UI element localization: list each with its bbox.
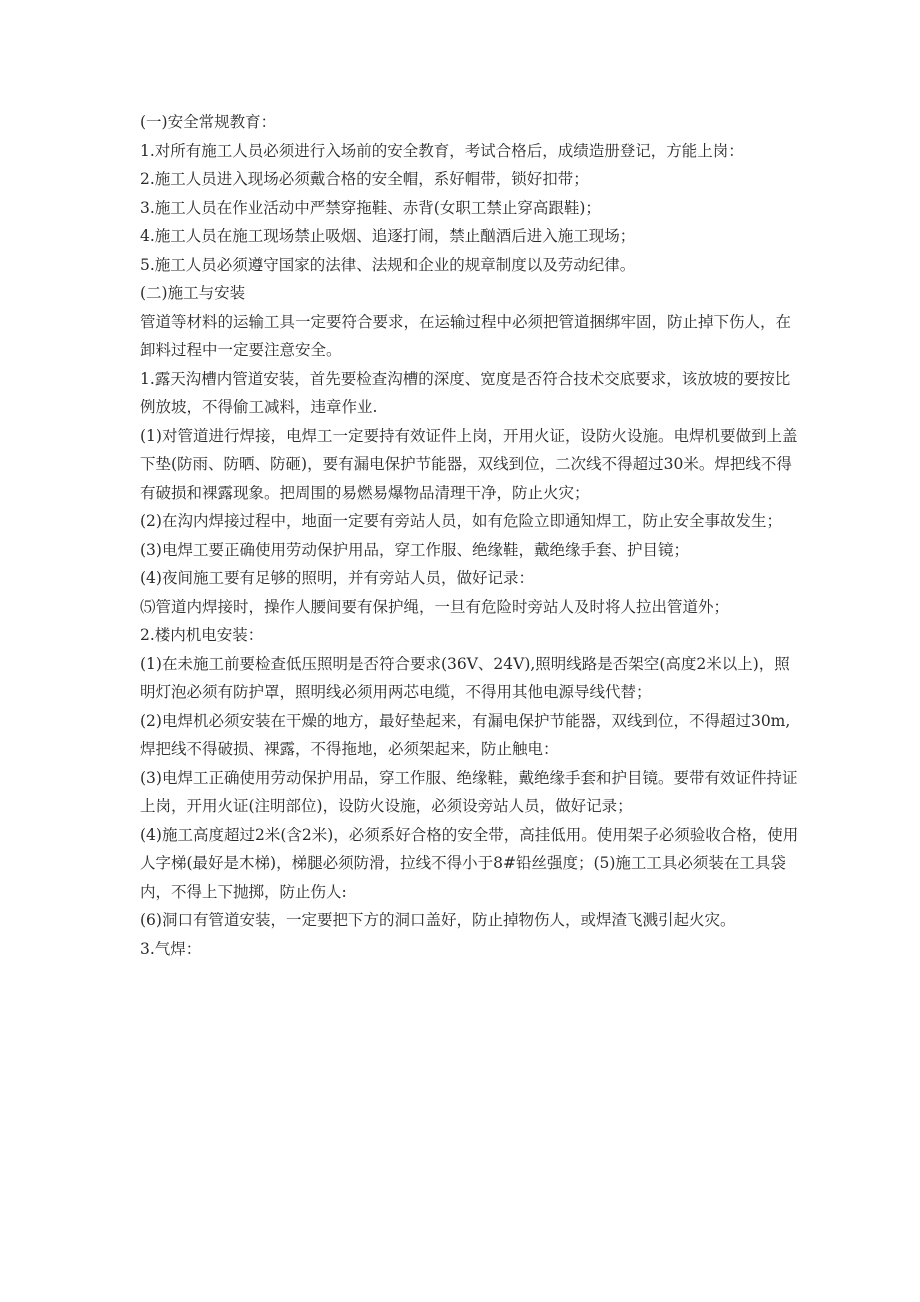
section-heading-general-education: (一)安全常规教育： xyxy=(140,113,277,131)
paragraph-indoor-4-5: (4)施工高度超过2米(含2米)，必须系好合格的安全带，高挂低用。使用架子必须验收合格，使用人字梯(最好是木梯)，梯腿必须防滑，拉线不得小于8#铅丝强度；(5)施工工具必须装在工具袋内，不得上下抛掷，防止伤人: xyxy=(140,825,799,901)
paragraph-gas-welding-heading: 3.气焊： xyxy=(140,939,202,958)
paragraph-item-5: 5.施工人员必须遵守国家的法律、法规和企业的规章制度以及劳动纪律。 xyxy=(140,255,636,274)
paragraph-indoor-2: (2)电焊机必须安装在干燥的地方，最好垫起来，有漏电保护节能器，双线到位，不得超过30m,焊把线不得破损、裸露，不得拖地，必须架起来，防止触电： xyxy=(140,711,791,758)
paragraph-welding-1: (1)对管道进行焊接，电焊工一定要持有效证件上岗，开用火证，设防火设施。电焊机要做到上盖下垫(防雨、防晒、防砸)，要有漏电保护节能器，双线到位，二次线不得超过30米。焊把线不得有破损和裸露现象。把周围的易燃易爆物品清理干净，防止火灾； xyxy=(140,426,798,502)
paragraph-welding-3: (3)电焊工要正确使用劳动保护用品，穿工作服、绝缘鞋，戴绝缘手套、护目镜； xyxy=(140,540,689,559)
paragraph-welding-4: (4)夜间施工要有足够的照明，并有旁站人员，做好记录： xyxy=(140,569,534,587)
paragraph-item-2: 2.施工人员进入现场必须戴合格的安全帽，系好帽带，锁好扣带； xyxy=(140,170,589,188)
paragraph-indoor-6: (6)洞口有管道安装，一定要把下方的洞口盖好，防止掉物伤人，或焊渣飞溅引起火灾。 xyxy=(140,911,736,929)
paragraph-indoor-3: (3)电焊工正确使用劳动保护用品，穿工作服、绝缘鞋，戴绝缘手套和护目镜。要带有效证件持证上岗，开用火证(注明部位)，设防火设施，必须设旁站人员，做好记录； xyxy=(140,768,798,815)
paragraph-transport: 管道等材料的运输工具一定要符合要求，在运输过程中必须把管道捆绑牢固，防止掉下伤人，在卸料过程中一定要注意安全。 xyxy=(140,312,792,359)
paragraph-indoor-heading: 2.楼内机电安装： xyxy=(140,626,264,644)
paragraph-outdoor-trench: 1.露天沟槽内管道安装，首先要检查沟槽的深度、宽度是否符合技术交底要求，该放坡的要按比例放坡，不得偷工减料，违章作业. xyxy=(140,369,791,416)
document-body xyxy=(140,108,805,963)
section-heading-construction-installation: (二)施工与安装 xyxy=(140,284,246,302)
paragraph-item-4: 4.施工人员在施工现场禁止吸烟、追逐打闹，禁止酗酒后进入施工现场； xyxy=(140,227,636,245)
paragraph-item-1: 1.对所有施工人员必须进行入场前的安全教育，考试合格后，成绩造册登记，方能上岗： xyxy=(140,141,744,160)
paragraph-welding-2: (2)在沟内焊接过程中，地面一定要有旁站人员，如有危险立即通知焊工，防止安全事故发生； xyxy=(140,512,782,530)
paragraph-welding-5: ⑸管道内焊接时，操作人腰间要有保护绳，一旦有危险时旁站人及时将人拉出管道外； xyxy=(140,597,730,616)
paragraph-indoor-1: (1)在未施工前要检查低压照明是否符合要求(36V、24V),照明线路是否架空(高度2米以上)，照明灯泡必须有防护罩，照明线必须用两芯电缆，不得用其他电源导线代替； xyxy=(140,654,790,701)
paragraph-item-3: 3.施工人员在作业活动中严禁穿拖鞋、赤背(女职工禁止穿高跟鞋)； xyxy=(140,198,601,217)
